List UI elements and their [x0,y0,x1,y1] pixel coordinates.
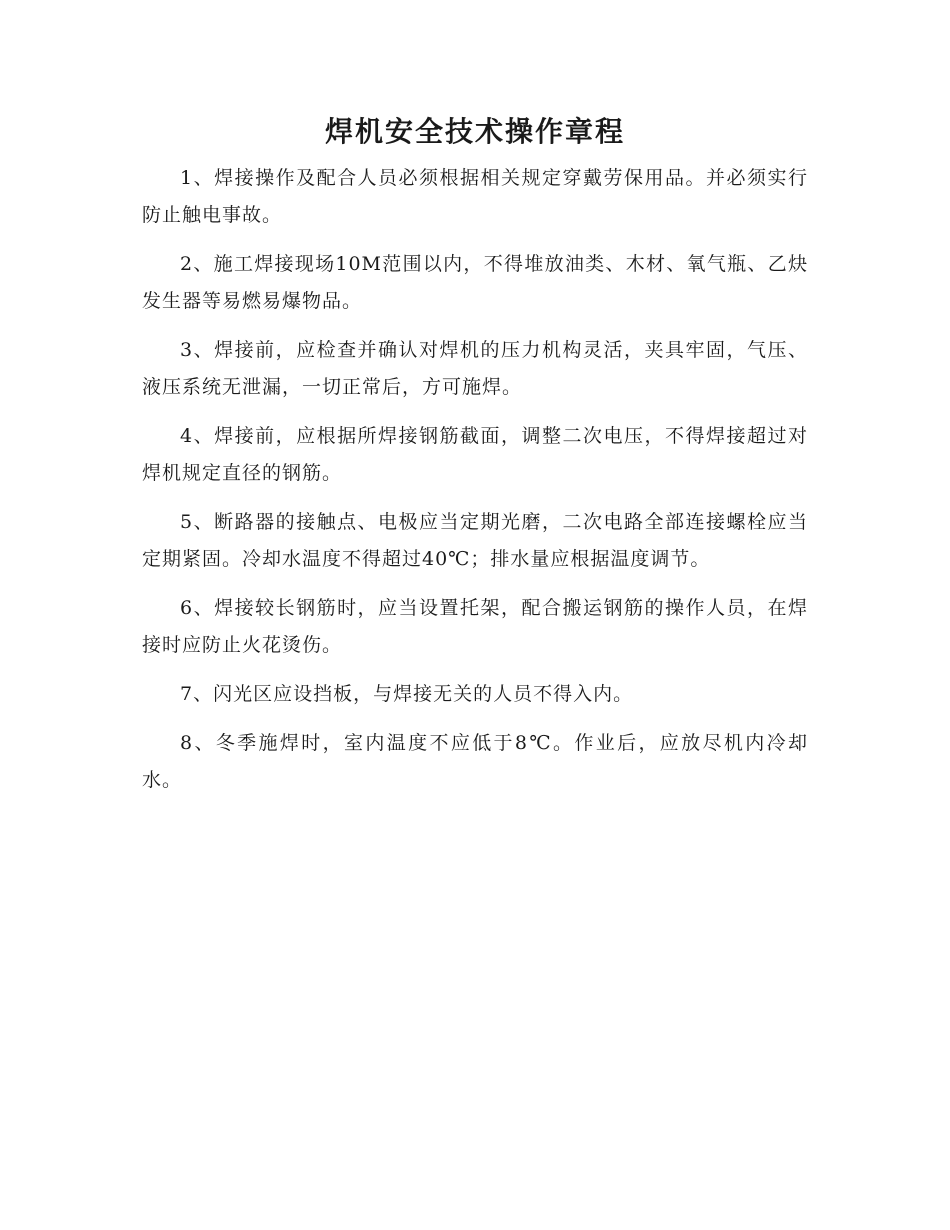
paragraph-4: 4、焊接前，应根据所焊接钢筋截面，调整二次电压，不得焊接超过对焊机规定直径的钢筋。 [142,425,808,484]
paragraph-8: 8、冬季施焊时，室内温度不应低于8℃。作业后，应放尽机内冷却水。 [142,732,808,791]
page-title: 焊机安全技术操作章程 [324,115,625,148]
paragraph-2: 2、施工焊接现场10M范围以内，不得堆放油类、木材、氧气瓶、乙炔发生器等易燃易爆物品。 [142,253,808,312]
paragraph-7: 7、闪光区应设挡板，与焊接无关的人员不得入内。 [180,683,634,705]
paragraph-5: 5、断路器的接触点、电极应当定期光磨，二次电路全部连接螺栓应当定期紧固。冷却水温度不得超过40℃；排水量应根据温度调节。 [142,511,808,570]
paragraph-1: 1、焊接操作及配合人员必须根据相关规定穿戴劳保用品。并必须实行防止触电事故。 [142,167,808,226]
paragraph-3: 3、焊接前，应检查并确认对焊机的压力机构灵活，夹具牢固，气压、液压系统无泄漏，一切正常后，方可施焊。 [142,339,808,398]
paragraph-6: 6、焊接较长钢筋时，应当设置托架，配合搬运钢筋的操作人员，在焊接时应防止火花烫伤。 [142,597,808,656]
document-body [142,160,808,811]
